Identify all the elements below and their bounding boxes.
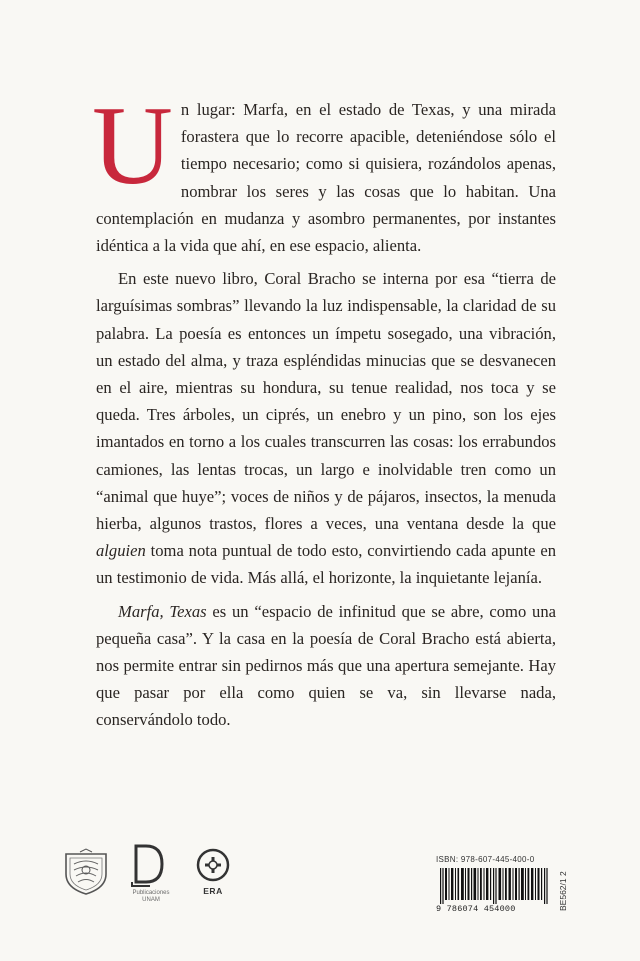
isbn-label: ISBN: 978-607-445-400-0 xyxy=(436,855,535,864)
paragraph-2-text-a: En este nuevo libro, Coral Bracho se interna por esa “tierra de larguísimas sombras” llevando la luz indispensable, la claridad de su palabra. La poesía es entonces un ímpetu sosegado, una vibración, un estado del alma, y traza espléndidas minucias que se desvanecen en el aire, mientras su hondura, su tenue realidad, nos toca y se queda. Tres árboles, un ciprés, un enebro y un pino, son los ejes imantados en torno a los cuales transcurren las cosas: los errabundos camiones, las lentas trocas, un largo e inolvidable tren como un “animal que huye”; voces de niños y de pájaros, insectos, la menuda hierba, algunos trastos, flores a veces, una ventana desde la que xyxy=(96,269,556,534)
blurb-text xyxy=(92,84,556,734)
blurb-paragraph-2 xyxy=(96,265,556,591)
drop-cap: U xyxy=(92,84,173,208)
barcode-bars xyxy=(440,868,550,904)
paragraph-2-italic: alguien xyxy=(96,541,146,561)
era-label: ERA xyxy=(203,886,223,896)
book-title-italic: Marfa, Texas xyxy=(118,601,207,621)
publisher-logos xyxy=(60,848,260,908)
paragraph-3-text: es un “espacio de infinitud que se abre, como una pequeña casa”. Y la casa en la poesía de Coral Bracho está abierta, nos permite entrar sin pedirnos más que una apertura semejante. Hay que pasar por ella como quien se va, sin llevarse nada, conservándolo todo. xyxy=(96,601,556,730)
unam-seal-logo xyxy=(60,848,112,896)
blurb-paragraph-1 xyxy=(92,84,556,259)
paragraph-2-text-b: toma nota puntual de todo esto, convirtiendo cada apunte en un testimonio de vida. Más allá, el horizonte, la inquietante lejanía. xyxy=(96,541,556,588)
catalog-code: BE562/1 2 xyxy=(558,871,568,911)
dgp-caption: Publicaciones UNAM xyxy=(132,890,170,903)
isbn-barcode xyxy=(436,855,586,915)
barcode-digits: 9 786074 454000 xyxy=(436,904,516,914)
blurb-paragraph-3 xyxy=(96,598,556,734)
paragraph-1-text: n lugar: Marfa, en el estado de Texas, y una mirada forastera que lo recorre apacible, deteniéndose sólo el tiempo necesario; como si quisiera, rozándolos apenas, nombrar los seres y las cosas que lo habitan. Una contemplación en mudanza y asombro permanentes, por instantes idéntica a la vida que ahí, en ese espacio, alienta. xyxy=(96,100,556,256)
era-logo xyxy=(196,848,230,882)
